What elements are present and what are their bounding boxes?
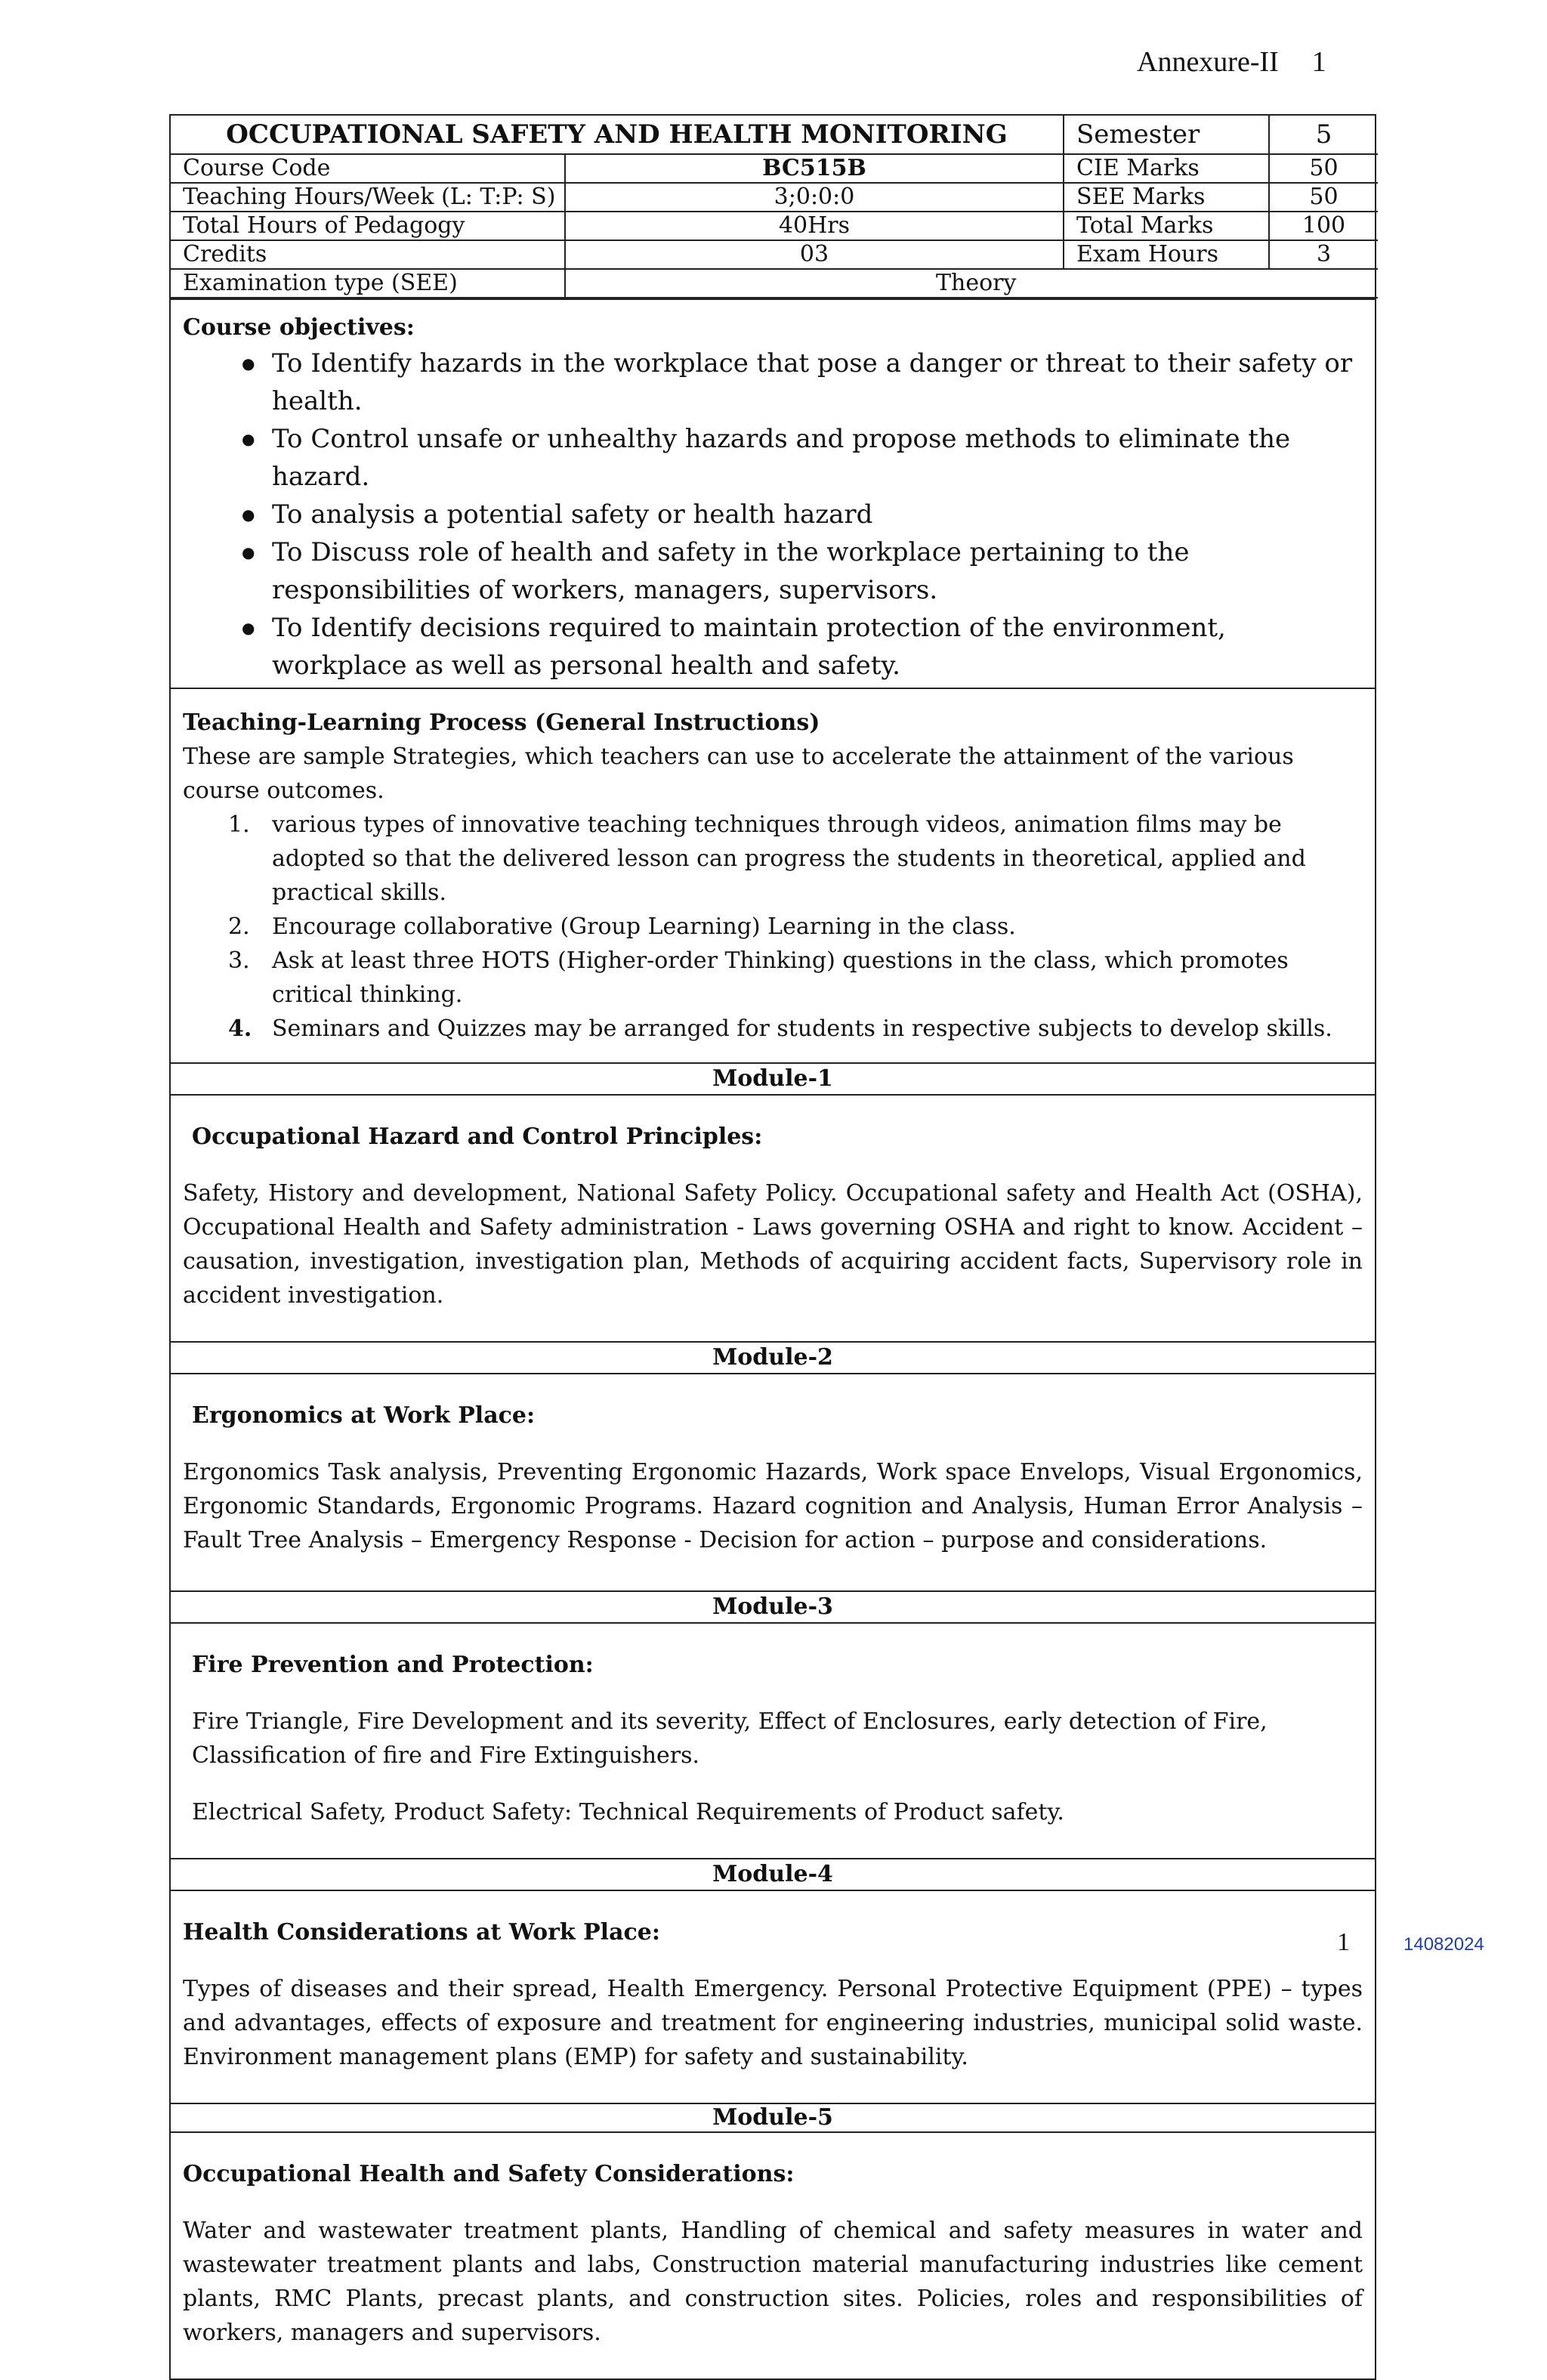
list-text: Ask at least three HOTS (Higher-order Thinking) questions in the class, which promotes critical thinking.	[272, 947, 1289, 1008]
module-4-title: Module-4	[171, 1858, 1375, 1890]
module-2-title: Module-2	[171, 1341, 1375, 1373]
teaching-learning-section	[171, 688, 1375, 1062]
row-value: 3;0:0:0	[565, 183, 1064, 212]
annexure-number: 1	[1311, 46, 1326, 78]
list-number: 2.	[228, 913, 250, 940]
row-label: Credits	[171, 240, 565, 269]
module-1-body: Safety, History and development, National Safety Policy. Occupational safety and Health Act (OSHA), Occupational Health and Safety administration - Laws governing OSHA and right to know. Accident – causation, investigation, investigation plan, Methods of acquiring accident facts, Supervisory role in accident investigation.	[183, 1180, 1363, 1309]
module-4-content	[171, 1890, 1375, 2103]
course-objectives-section	[171, 298, 1375, 688]
course-title: OCCUPATIONAL SAFETY AND HEALTH MONITORING	[171, 116, 1064, 154]
list-item	[183, 910, 1363, 944]
list-number: 1.	[228, 811, 250, 838]
list-text: Encourage collaborative (Group Learning) Learning in the class.	[272, 913, 1016, 940]
row-right-value: 50	[1269, 183, 1378, 212]
list-item: ● To analysis a potential safety or health hazard	[183, 496, 1363, 533]
teaching-list	[183, 808, 1363, 1046]
module-4-body: Types of diseases and their spread, Health Emergency. Personal Protective Equipment (PPE) – types and advantages, effects of exposure and treatment for engineering industries, municipal solid waste. Environment management plans (EMP) for safety and sustainability.	[183, 1976, 1363, 2070]
list-number: 3.	[228, 947, 250, 974]
objectives-list	[183, 345, 1363, 685]
row-right-label: Total Marks	[1064, 212, 1269, 240]
module-5-content	[171, 2131, 1375, 2378]
list-item: ● To Discuss role of health and safety in the workplace pertaining to the responsibilities of workers, managers, supervisors.	[183, 533, 1363, 609]
exam-type-value: Theory	[565, 269, 1378, 298]
list-text: various types of innovative teaching techniques through videos, animation films may be adopted so that the delivered lesson can progress the students in theoretical, applied and practical skills.	[272, 811, 1306, 906]
list-item	[183, 1012, 1363, 1046]
course-info-table	[171, 116, 1378, 298]
row-value: 03	[565, 240, 1064, 269]
row-right-label: Exam Hours	[1064, 240, 1269, 269]
row-right-label: CIE Marks	[1064, 154, 1269, 183]
row-label: Total Hours of Pedagogy	[171, 212, 565, 240]
row-right-value: 100	[1269, 212, 1378, 240]
module-1-title: Module-1	[171, 1062, 1375, 1094]
module-2-heading: Ergonomics at Work Place:	[192, 1402, 536, 1429]
module-1-heading: Occupational Hazard and Control Principles:	[192, 1124, 763, 1150]
exam-type-row	[171, 269, 1378, 298]
table-row	[171, 240, 1378, 269]
annexure-label	[1137, 45, 1326, 79]
row-label: Course Code	[171, 154, 565, 183]
teaching-heading: Teaching-Learning Process (General Instructions)	[183, 709, 820, 736]
module-2-body: Ergonomics Task analysis, Preventing Ergonomic Hazards, Work space Envelops, Visual Ergonomics, Ergonomic Standards, Ergonomic Programs. Hazard cognition and Analysis, Human Error Analysis – Fault Tree Analysis – Emergency Response - Decision for action – purpose and considerations.	[183, 1459, 1363, 1553]
list-item: ● To Control unsafe or unhealthy hazards and propose methods to eliminate the hazard.	[183, 420, 1363, 496]
course-code-value: BC515B	[565, 154, 1064, 183]
list-text: Seminars and Quizzes may be arranged for students in respective subjects to develop skills.	[272, 1015, 1332, 1042]
module-5-heading: Occupational Health and Safety Considerations:	[183, 2161, 795, 2187]
objectives-heading: Course objectives:	[183, 314, 415, 341]
module-1-content	[171, 1094, 1375, 1341]
semester-label: Semester	[1064, 116, 1269, 154]
module-3-title: Module-3	[171, 1590, 1375, 1622]
module-4-heading: Health Considerations at Work Place:	[183, 1919, 660, 1946]
row-label: Teaching Hours/Week (L: T:P: S)	[171, 183, 565, 212]
table-row	[171, 212, 1378, 240]
module-3-heading: Fire Prevention and Protection:	[192, 1652, 594, 1678]
module-5-body: Water and wastewater treatment plants, Handling of chemical and safety measures in water and wastewater treatment plants and labs, Construction material manufacturing industries like cement plants, RMC Plants, precast plants, and construction sites. Policies, roles and responsibilities of workers, managers and supervisors.	[183, 2218, 1363, 2346]
module-3-content	[171, 1622, 1375, 1858]
teaching-intro: These are sample Strategies, which teachers can use to accelerate the attainment of the various course outcomes.	[183, 743, 1294, 804]
list-item	[183, 808, 1363, 910]
page-number: 1	[1337, 1928, 1350, 1956]
module-2-content	[171, 1373, 1375, 1590]
annexure-text: Annexure-II	[1137, 46, 1279, 78]
list-item: ● To Identify hazards in the workplace that pose a danger or threat to their safety or health.	[183, 345, 1363, 420]
module-3-body: Fire Triangle, Fire Development and its severity, Effect of Enclosures, early detection of Fire, Classification of fire and Fire Extinguishers.	[192, 1708, 1268, 1769]
row-right-label: SEE Marks	[1064, 183, 1269, 212]
row-right-value: 3	[1269, 240, 1378, 269]
table-row	[171, 154, 1378, 183]
exam-type-label: Examination type (SEE)	[171, 269, 565, 298]
list-item: ● To Identify decisions required to maintain protection of the environment, workplace as well as personal health and safety.	[183, 609, 1363, 685]
list-number: 4.	[228, 1015, 252, 1042]
syllabus-frame	[169, 114, 1376, 2380]
row-right-value: 50	[1269, 154, 1378, 183]
module-3-body-extra: Electrical Safety, Product Safety: Technical Requirements of Product safety.	[192, 1799, 1064, 1825]
row-value: 40Hrs	[565, 212, 1064, 240]
table-row	[171, 183, 1378, 212]
module-5-title: Module-5	[171, 2103, 1375, 2131]
list-item	[183, 944, 1363, 1012]
title-row	[171, 116, 1378, 154]
document-code: 14082024	[1403, 1934, 1484, 1955]
semester-value: 5	[1269, 116, 1378, 154]
